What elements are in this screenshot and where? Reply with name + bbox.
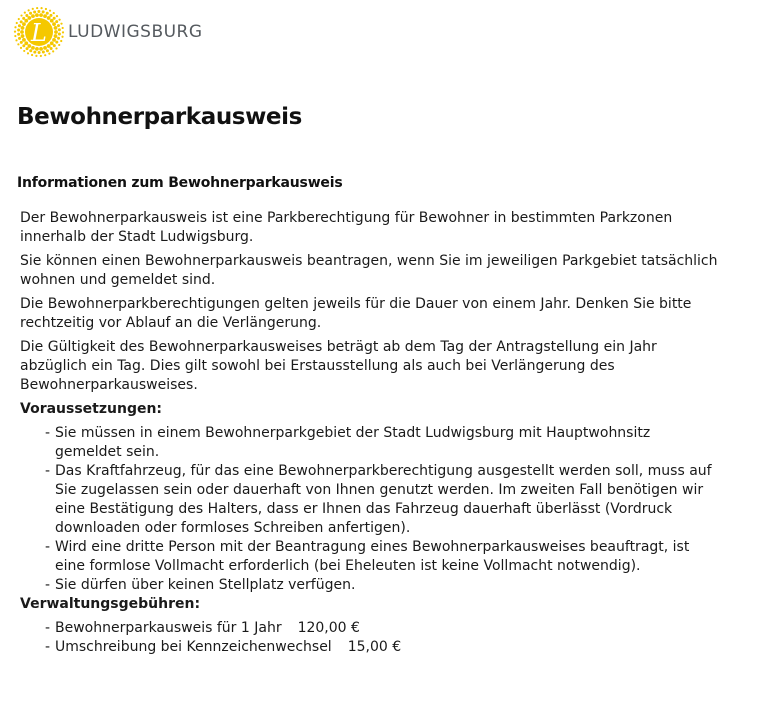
info-paragraph: Die Gültigkeit des Bewohnerparkausweises beträgt ab dem Tag der Antragstellung ein Jahr abzüglich ein Tag. Dies gilt sowohl bei Erstausstellung als auch bei Verlängerung des Bewohnerparkausweises. [20,339,657,393]
logo-wordmark[interactable]: LUDWIGSBURG [68,22,203,42]
fee-amount: 120,00 € [297,620,360,636]
list-item [45,619,720,638]
list-item: - Sie dürfen über keinen Stellplatz verfügen. [45,576,720,595]
requirements-list [20,424,720,595]
info-paragraph: Sie können einen Bewohnerparkausweis beantragen, wenn Sie im jeweiligen Parkgebiet tatsächlich wohnen und gemeldet sind. [20,253,718,288]
main-content [20,209,720,657]
fee-name: - Bewohnerparkausweis für 1 Jahr [55,620,282,636]
site-header [12,6,203,58]
info-paragraph: Der Bewohnerparkausweis ist eine Parkberechtigung für Bewohner in bestimmten Parkzonen innerhalb der Stadt Ludwigsburg. [20,210,673,245]
requirements-title: Voraussetzungen: [20,401,163,417]
fee-amount: 15,00 € [347,639,402,655]
ludwigsburg-logo-icon[interactable] [12,5,66,59]
page-title: Bewohnerparkausweis [17,104,302,130]
info-paragraph: Die Bewohnerparkberechtigungen gelten jeweils für die Dauer von einem Jahr. Denken Sie bitte rechtzeitig vor Ablauf an die Verlängerung. [20,296,692,331]
list-item: - Wird eine dritte Person mit der Beantragung eines Bewohnerparkausweises beauftragt, ist eine formlose Vollmacht erforderlich (bei Eheleuten ist keine Vollmacht notwendig). [45,538,720,576]
list-item [45,638,720,657]
list-item: - Das Kraftfahrzeug, für das eine Bewohnerparkberechtigung ausgestellt werden soll, muss auf Sie zugelassen sein oder dauerhaft von Ihnen genutzt werden. Im zweiten Fall benötigen wir eine Bestätigung des Halters, dass er Ihnen das Fahrzeug dauerhaft überlässt (Vordruck downloaden oder formloses Schreiben anfertigen). [45,462,720,538]
logo-letter: L [31,19,47,47]
section-title: Informationen zum Bewohnerparkausweis [17,175,343,191]
fees-list [20,619,720,657]
fee-name: - Umschreibung bei Kennzeichenwechsel [55,639,332,655]
list-item: - Sie müssen in einem Bewohnerparkgebiet der Stadt Ludwigsburg mit Hauptwohnsitz gemeldet sein. [45,424,720,462]
fees-title: Verwaltungsgebühren: [20,596,201,612]
